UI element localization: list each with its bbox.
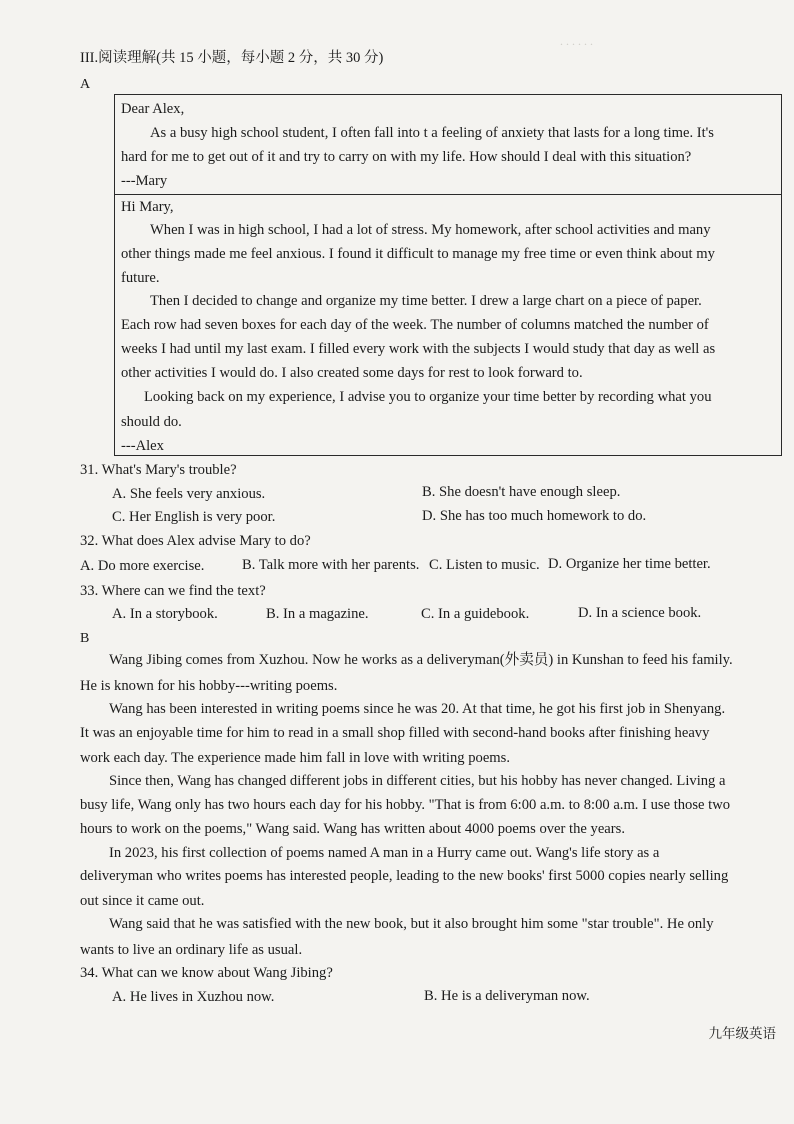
letter2-line: Looking back on my experience, I advise you to organize your time better by recording what you [144, 389, 712, 405]
answer-option[interactable]: D. Organize her time better. [548, 556, 711, 572]
answer-option[interactable]: C. Her English is very poor. [112, 509, 276, 525]
letter2-line: should do. [121, 414, 182, 430]
passage-line: hours to work on the poems," Wang said. Wang has written about 4000 poems over the years. [80, 821, 625, 837]
passage-line: Wang Jibing comes from Xuzhou. Now he works as a deliveryman(外卖员) in Kunshan to feed his family. [109, 652, 733, 668]
letter1-line: As a busy high school student, I often fall into t a feeling of anxiety that lasts for a long time. It's [150, 125, 714, 141]
letter2-line: other things made me feel anxious. I found it difficult to manage my free time or even think about my [121, 246, 715, 262]
letter2-line: Each row had seven boxes for each day of the week. The number of columns matched the number of [121, 317, 709, 333]
answer-option[interactable]: B. In a magazine. [266, 606, 369, 622]
question-stem: 34. What can we know about Wang Jibing? [80, 965, 333, 981]
question-stem: 31. What's Mary's trouble? [80, 462, 237, 478]
letter2-line: other activities I would do. I also created some days for rest to look forward to. [121, 365, 583, 381]
answer-option[interactable]: A. She feels very anxious. [112, 486, 266, 502]
footer-subject-label: 九年级英语 [708, 1026, 776, 1041]
letter-divider [114, 194, 782, 195]
letter2-greeting: Hi Mary, [121, 199, 174, 215]
answer-option[interactable]: C. Listen to music. [429, 557, 540, 573]
answer-option[interactable]: D. She has too much homework to do. [422, 508, 647, 524]
answer-option[interactable]: A. In a storybook. [112, 606, 218, 622]
section-title: III.阅读理解(共 15 小题，每小题 2 分，共 30 分) [80, 50, 384, 66]
answer-option[interactable]: D. In a science book. [578, 605, 702, 621]
part-b-label: B [80, 631, 90, 646]
passage-line: Wang said that he was satisfied with the new book, but it also brought him some "star trouble". He only [109, 916, 714, 932]
passage-line: busy life, Wang only has two hours each day for his hobby. "That is from 6:00 a.m. to 8:00 a.m. I use those two [80, 797, 731, 813]
letter2-line: future. [121, 270, 160, 286]
question-stem: 32. What does Alex advise Mary to do? [80, 533, 311, 549]
answer-option[interactable]: B. He is a deliveryman now. [424, 988, 590, 1004]
passage-line: wants to live an ordinary life as usual. [80, 942, 303, 958]
question-stem: 33. Where can we find the text? [80, 583, 266, 599]
letter1-greeting: Dear Alex, [121, 101, 185, 117]
passage-line: It was an enjoyable time for him to read in a small shop filled with second-hand books after finishing heavy [80, 725, 710, 741]
answer-option[interactable]: A. He lives in Xuzhou now. [112, 989, 275, 1005]
answer-option[interactable]: A. Do more exercise. [80, 558, 205, 574]
letter1-line: hard for me to get out of it and try to carry on with my life. How should I deal with this situation? [121, 149, 692, 165]
letter1-signature: ---Mary [121, 173, 168, 189]
passage-line: work each day. The experience made him fall in love with writing poems. [80, 750, 510, 766]
letter2-line: Then I decided to change and organize my time better. I drew a large chart on a piece of paper. [150, 293, 702, 309]
letter2-signature: ---Alex [121, 438, 164, 454]
passage-line: Wang has been interested in writing poems since he was 20. At that time, he got his first job in Shenyang. [109, 701, 726, 717]
passage-line: He is known for his hobby---writing poems. [80, 678, 338, 694]
answer-option[interactable]: B. She doesn't have enough sleep. [422, 484, 621, 500]
letter2-line: When I was in high school, I had a lot of stress. My homework, after school activities and many [150, 222, 711, 238]
passage-line: out since it came out. [80, 893, 205, 909]
passage-line: In 2023, his first collection of poems named A man in a Hurry came out. Wang's life story as a [109, 845, 660, 861]
letter2-line: weeks I had until my last exam. I filled every work with the subjects I would study that day as well as [121, 341, 716, 357]
part-a-label: A [80, 77, 91, 92]
passage-line: Since then, Wang has changed different jobs in different cities, but his hobby has never changed. Living a [109, 773, 726, 789]
bleed-through: . . . . . . [560, 34, 593, 48]
answer-option[interactable]: C. In a guidebook. [421, 606, 530, 622]
passage-line: deliveryman who writes poems has interested people, leading to the new books' first 5000 copies nearly selling [80, 868, 729, 884]
answer-option[interactable]: B. Talk more with her parents. [242, 557, 420, 573]
